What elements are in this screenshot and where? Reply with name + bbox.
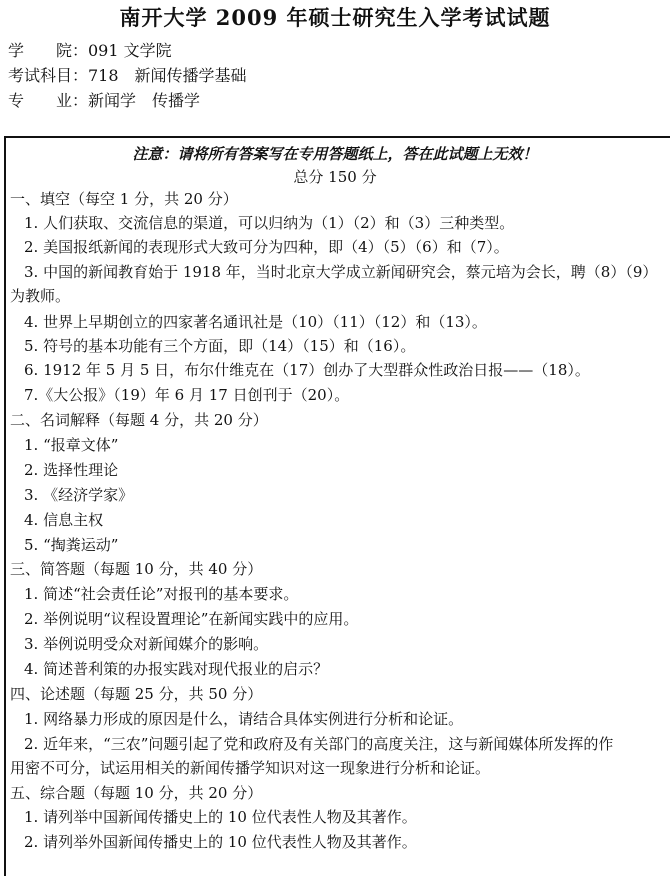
question-item: 1. 请列举中国新闻传播史上的 10 位代表性人物及其著作。 [24,808,417,826]
question-item-continuation: 为教师。 [10,287,71,305]
question-item: 1. “报章文体” [24,436,119,454]
question-item-continuation: 用密不可分，试运用相关的新闻传播学知识对这一现象进行分析和论证。 [10,759,491,777]
question-item: 2. 请列举外国新闻传播史上的 10 位代表性人物及其著作。 [24,833,417,851]
meta-row-subject [8,65,247,87]
meta-row-major [8,90,200,112]
meta-key: 专 业： [8,91,89,110]
meta-value: 091 文学院 [88,41,172,60]
question-item: 7.《大公报》（19）年 6 月 17 日创刊于（20）。 [24,386,350,404]
question-item: 3. 中国的新闻教育始于 1918 年，当时北京大学成立新闻研究会，蔡元培为会长，聘（8）（9） [24,263,658,281]
question-item: 3. 举例说明受众对新闻媒介的影响。 [24,635,269,653]
total-score: 总分 150 分 [293,168,377,186]
section-heading: 二、名词解释（每题 4 分，共 20 分） [10,411,268,429]
meta-key: 学 院： [8,41,89,60]
question-item: 4. 世界上早期创立的四家著名通讯社是（10）（11）（12）和（13）。 [24,313,487,331]
section-heading: 四、论述题（每题 25 分，共 50 分） [10,685,263,703]
section-heading: 三、简答题（每题 10 分，共 40 分） [10,560,263,578]
meta-key: 考试科目： [8,66,89,85]
question-item: 2. 举例说明“议程设置理论”在新闻实践中的应用。 [24,610,359,628]
question-item: 2. 美国报纸新闻的表现形式大致可分为四种，即（4）（5）（6）和（7）。 [24,238,509,256]
meta-row-college [8,40,172,62]
question-item: 5. “掏粪运动” [24,536,119,554]
question-item: 1. 简述“社会责任论”对报刊的基本要求。 [24,585,299,603]
question-item: 1. 人们获取、交流信息的渠道，可以归纳为（1）（2）和（3）三种类型。 [24,214,515,232]
question-item: 4. 简述普利策的办报实践对现代报业的启示？ [24,660,329,678]
exam-title: 南开大学 2009 年硕士研究生入学考试试题 [119,5,551,30]
question-item: 6. 1912 年 5 月 5 日，布尔什维克在（17）创办了大型群众性政治日报——（18）。 [24,361,590,379]
section-heading: 五、综合题（每题 10 分，共 20 分） [10,784,263,802]
meta-value: 718 新闻传播学基础 [88,66,247,85]
question-item: 1. 网络暴力形成的原因是什么，请结合具体实例进行分析和论证。 [24,710,464,728]
question-item: 3. 《经济学家》 [24,486,134,504]
question-item: 2. 选择性理论 [24,461,119,479]
question-item: 4. 信息主权 [24,511,104,529]
question-item: 5. 符号的基本功能有三个方面，即（14）（15）和（16）。 [24,337,416,355]
meta-value: 新闻学 传播学 [88,91,201,110]
notice-text: 注意：请将所有答案写在专用答题纸上，答在此试题上无效！ [132,145,538,163]
question-item: 2. 近年来，“三农”问题引起了党和政府及有关部门的高度关注，这与新闻媒体所发挥的作 [24,735,614,753]
section-heading: 一、填空（每空 1 分，共 20 分） [10,190,238,208]
